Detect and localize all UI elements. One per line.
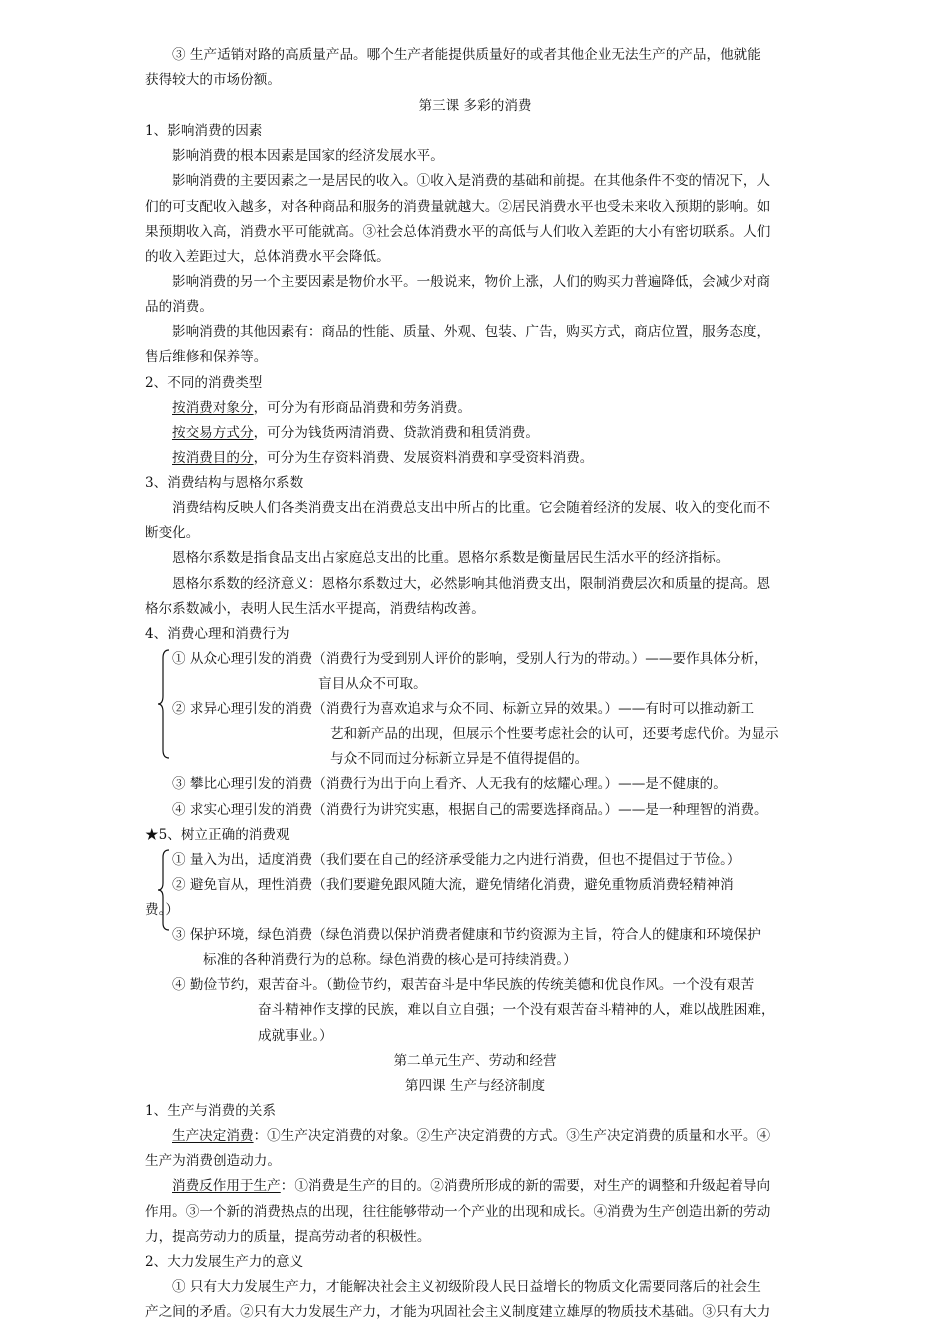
underlined-term: 生产决定消费: [172, 1128, 254, 1144]
text-line: 产之间的矛盾。②只有大力发展生产力，才能为巩固社会主义制度建立雄厚的物质技术基础。③只有大力: [145, 1304, 771, 1320]
text-line: 盲目从众不可取。: [318, 676, 427, 692]
text-line: 格尔系数减小，表明人民生活水平提高，消费结构改善。: [145, 601, 485, 617]
underlined-term: 按消费对象分: [172, 400, 254, 416]
text-line: 售后维修和保养等。: [145, 349, 268, 365]
text-line: 品的消费。: [145, 299, 213, 315]
underlined-term: 按消费目的分: [172, 450, 254, 466]
text-line: 按消费目的分，可分为生存资料消费、发展资料消费和享受资料消费。: [172, 450, 594, 466]
text-line: 成就事业。）: [258, 1028, 333, 1044]
section-heading: 1、生产与消费的关系: [145, 1103, 276, 1119]
text-line: ② 避免盲从，理性消费（我们要避免跟风随大流，避免情绪化消费，避免重物质消费轻精神消: [172, 877, 734, 893]
left-brace: [156, 848, 172, 932]
section-heading: 3、消费结构与恩格尔系数: [145, 475, 304, 491]
text-line: 影响消费的其他因素有：商品的性能、质量、外观、包装、广告，购买方式，商店位置，服务态度，: [172, 324, 771, 340]
section-heading: 2、不同的消费类型: [145, 375, 263, 391]
text-line: ③ 攀比心理引发的消费（消费行为出于向上看齐、人无我有的炫耀心理。）——是不健康的。: [172, 776, 727, 792]
text-line: 们的可支配收入越多，对各种商品和服务的消费量就越大。②居民消费水平也受未来收入预期的影响。如: [145, 199, 771, 215]
text-line: ④ 求实心理引发的消费（消费行为讲究实惠，根据自己的需要选择商品。）——是一种理智的消费。: [172, 802, 768, 818]
text-line: 艺和新产品的出现，但展示个性要考虑社会的认可，还要考虑代价。为显示: [330, 726, 779, 742]
text-line: ② 求异心理引发的消费（消费行为喜欢追求与众不同、标新立异的效果。）——有时可以推动新工: [172, 701, 755, 717]
text-line: 消费反作用于生产：①消费是生产的目的。②消费所形成的新的需要，对生产的调整和升级起着导向: [172, 1178, 771, 1194]
text-line: 影响消费的主要因素之一是居民的收入。①收入是消费的基础和前提。在其他条件不变的情况下，人: [172, 173, 771, 189]
text-line: 生产决定消费：①生产决定消费的对象。②生产决定消费的方式。③生产决定消费的质量和水平。④: [172, 1128, 771, 1144]
text-line: 果预期收入高，消费水平可能就高。③社会总体消费水平的高低与人们收入差距的大小有密切联系。人们: [145, 224, 771, 240]
lesson-title: 第四课 生产与经济制度: [404, 1078, 546, 1094]
text-line: 恩格尔系数是指食品支出占家庭总支出的比重。恩格尔系数是衡量居民生活水平的经济指标。: [172, 550, 730, 566]
text-line: ③ 保护环境，绿色消费（绿色消费以保护消费者健康和节约资源为主旨，符合人的健康和环境保护: [172, 927, 761, 943]
text-line: 费。）: [145, 902, 179, 918]
text-line: 的收入差距过大，总体消费水平会降低。: [145, 249, 390, 265]
left-brace: [156, 648, 172, 760]
text-line: 与众不同而过分标新立异是不值得提倡的。: [330, 751, 589, 767]
text-line: 消费结构反映人们各类消费支出在消费总支出中所占的比重。它会随着经济的发展、收入的变化而不: [172, 500, 771, 516]
text-line: 按交易方式分，可分为钱货两清消费、贷款消费和租赁消费。: [172, 425, 540, 441]
text-line: 力，提高劳动力的质量，提高劳动者的积极性。: [145, 1229, 431, 1245]
text-line: ③ 生产适销对路的高质量产品。哪个生产者能提供质量好的或者其他企业无法生产的产品，他就能: [172, 47, 761, 63]
text-line: 按消费对象分，可分为有形商品消费和劳务消费。: [172, 400, 472, 416]
section-heading: 2、大力发展生产力的意义: [145, 1254, 304, 1270]
text-line: 恩格尔系数的经济意义：恩格尔系数过大，必然影响其他消费支出，限制消费层次和质量的提高。恩: [172, 576, 771, 592]
text-line: 影响消费的根本因素是国家的经济发展水平。: [172, 148, 444, 164]
section-heading: 4、消费心理和消费行为: [145, 626, 290, 642]
text-line: 奋斗精神作支撑的民族，难以自立自强；一个没有艰苦奋斗精神的人，难以战胜困难，: [258, 1002, 775, 1018]
text-line: 影响消费的另一个主要因素是物价水平。一般说来，物价上涨，人们的购买力普遍降低，会减少对商: [172, 274, 771, 290]
section-heading: 1、影响消费的因素: [145, 123, 263, 139]
unit-title: 第二单元生产、劳动和经营: [393, 1053, 557, 1069]
text-line: ① 只有大力发展生产力，才能解决社会主义初级阶段人民日益增长的物质文化需要同落后的社会生: [172, 1279, 761, 1295]
text-line: 断变化。: [145, 525, 200, 541]
text-line: ④ 勤俭节约，艰苦奋斗。（勤俭节约，艰苦奋斗是中华民族的传统美德和优良作风。一个没有艰苦: [172, 977, 755, 993]
text-line: 标准的各种消费行为的总称。绿色消费的核心是可持续消费。）: [203, 952, 577, 968]
text-line: ① 量入为出，适度消费（我们要在自己的经济承受能力之内进行消费，但也不提倡过于节俭。）: [172, 852, 741, 868]
lesson-title: 第三课 多彩的消费: [418, 98, 532, 114]
underlined-term: 按交易方式分: [172, 425, 254, 441]
text-line: 作用。③一个新的消费热点的出现，往往能够带动一个产业的出现和成长。④消费为生产创造出新的劳动: [145, 1204, 771, 1220]
text-line: 生产为消费创造动力。: [145, 1153, 281, 1169]
underlined-term: 消费反作用于生产: [172, 1178, 281, 1194]
section-heading: ★5、树立正确的消费观: [145, 827, 290, 843]
text-line: ① 从众心理引发的消费（消费行为受到别人评价的影响，受别人行为的带动。）——要作具体分析，: [172, 651, 768, 667]
text-line: 获得较大的市场份额。: [145, 72, 281, 88]
